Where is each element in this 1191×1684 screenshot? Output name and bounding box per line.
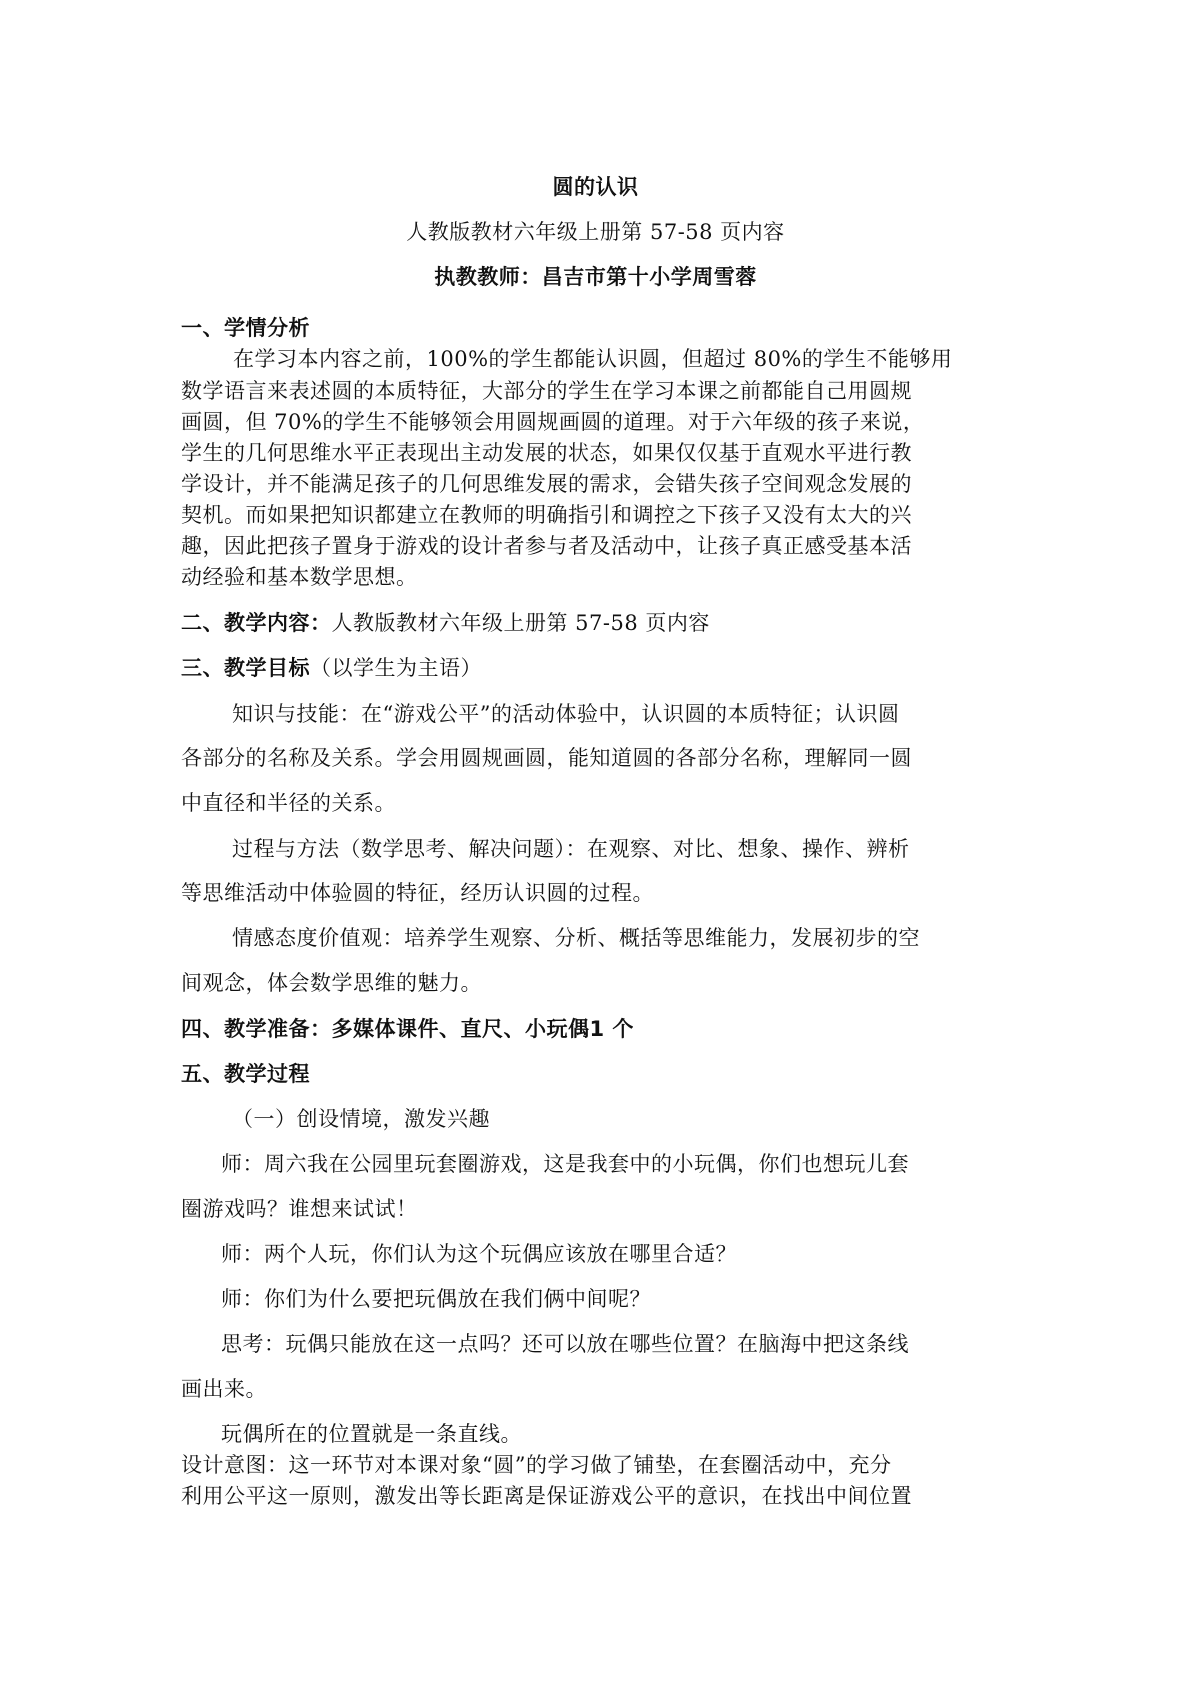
section-heading-2: 二、教学内容： [181,611,332,635]
goal-line: 过程与方法（数学思考、解决问题）：在观察、对比、想象、操作、辨析 [232,837,910,861]
goal-line: 等思维活动中体验圆的特征，经历认识圆的过程。 [181,881,654,905]
paragraph-line: 画圆，但 70%的学生不能够领会用圆规画圆的道理。对于六年级的孩子来说， [181,410,925,434]
section-heading-1: 一、学情分析 [181,316,310,340]
section-4 [181,1014,634,1044]
design-intent-line: 设计意图：这一环节对本课对象“圆”的学习做了铺垫，在套圈活动中，充分 [181,1453,892,1477]
paragraph-line: 动经验和基本数学思想。 [181,565,418,589]
paragraph-line: 趣，因此把孩子置身于游戏的设计者参与者及活动中，让孩子真正感受基本活 [181,534,912,558]
document-title: 圆的认识 [552,174,639,199]
paragraph-line: 学设计，并不能满足孩子的几何思维发展的需求，会错失孩子空间观念发展的 [181,472,912,496]
section-2 [181,608,710,638]
document-subtitle: 人教版教材六年级上册第 57-58 页内容 [406,220,785,244]
section-heading-4: 四、教学准备：多媒体课件、直尺、小玩偶 [181,1017,590,1041]
paragraph-line: 在学习本内容之前，100%的学生都能认识圆，但超过 80%的学生不能够用 [233,347,953,371]
goal-line: 间观念，体会数学思维的魅力。 [181,971,482,995]
section-3-note: （以学生为主语） [310,656,482,680]
paragraph-line: 契机。而如果把知识都建立在教师的明确指引和调控之下孩子又没有太大的兴 [181,503,912,527]
goal-line: 各部分的名称及关系。学会用圆规画圆，能知道圆的各部分名称，理解同一圆 [181,746,912,770]
process-line: 画出来。 [181,1377,267,1401]
goal-line: 中直径和半径的关系。 [181,791,396,815]
subsection-heading: （一）创设情境，激发兴趣 [232,1107,490,1131]
paragraph-line: 数学语言来表述圆的本质特征，大部分的学生在学习本课之前都能自己用圆规 [181,379,912,403]
paragraph-line: 学生的几何思维水平正表现出主动发展的状态，如果仅仅基于直观水平进行教 [181,441,912,465]
design-intent-line: 利用公平这一原则，激发出等长距离是保证游戏公平的意识，在找出中间位置 [181,1484,912,1508]
process-line: 师：你们为什么要把玩偶放在我们俩中间呢？ [221,1287,651,1311]
goal-line: 情感态度价值观：培养学生观察、分析、概括等思维能力，发展初步的空 [232,926,920,950]
section-2-text: 人教版教材六年级上册第 57-58 页内容 [331,611,710,635]
goal-line: 知识与技能：在“游戏公平”的活动体验中，认识圆的本质特征；认识圆 [232,702,900,726]
section-heading-5: 五、教学过程 [181,1062,310,1086]
process-line: 玩偶所在的位置就是一条直线。 [221,1422,522,1446]
process-line: 师：两个人玩，你们认为这个玩偶应该放在哪里合适？ [221,1242,737,1266]
process-line: 师：周六我在公园里玩套圈游戏，这是我套中的小玩偶，你们也想玩儿套 [221,1152,909,1176]
section-heading-3: 三、教学目标 [181,656,310,680]
section-4-count: 1 个 [589,1017,634,1041]
process-line: 思考：玩偶只能放在这一点吗？还可以放在哪些位置？在脑海中把这条线 [221,1332,909,1356]
section-3 [181,653,482,683]
process-line: 圈游戏吗？谁想来试试！ [181,1197,418,1221]
teacher-line: 执教教师：昌吉市第十小学周雪蓉 [434,265,757,289]
